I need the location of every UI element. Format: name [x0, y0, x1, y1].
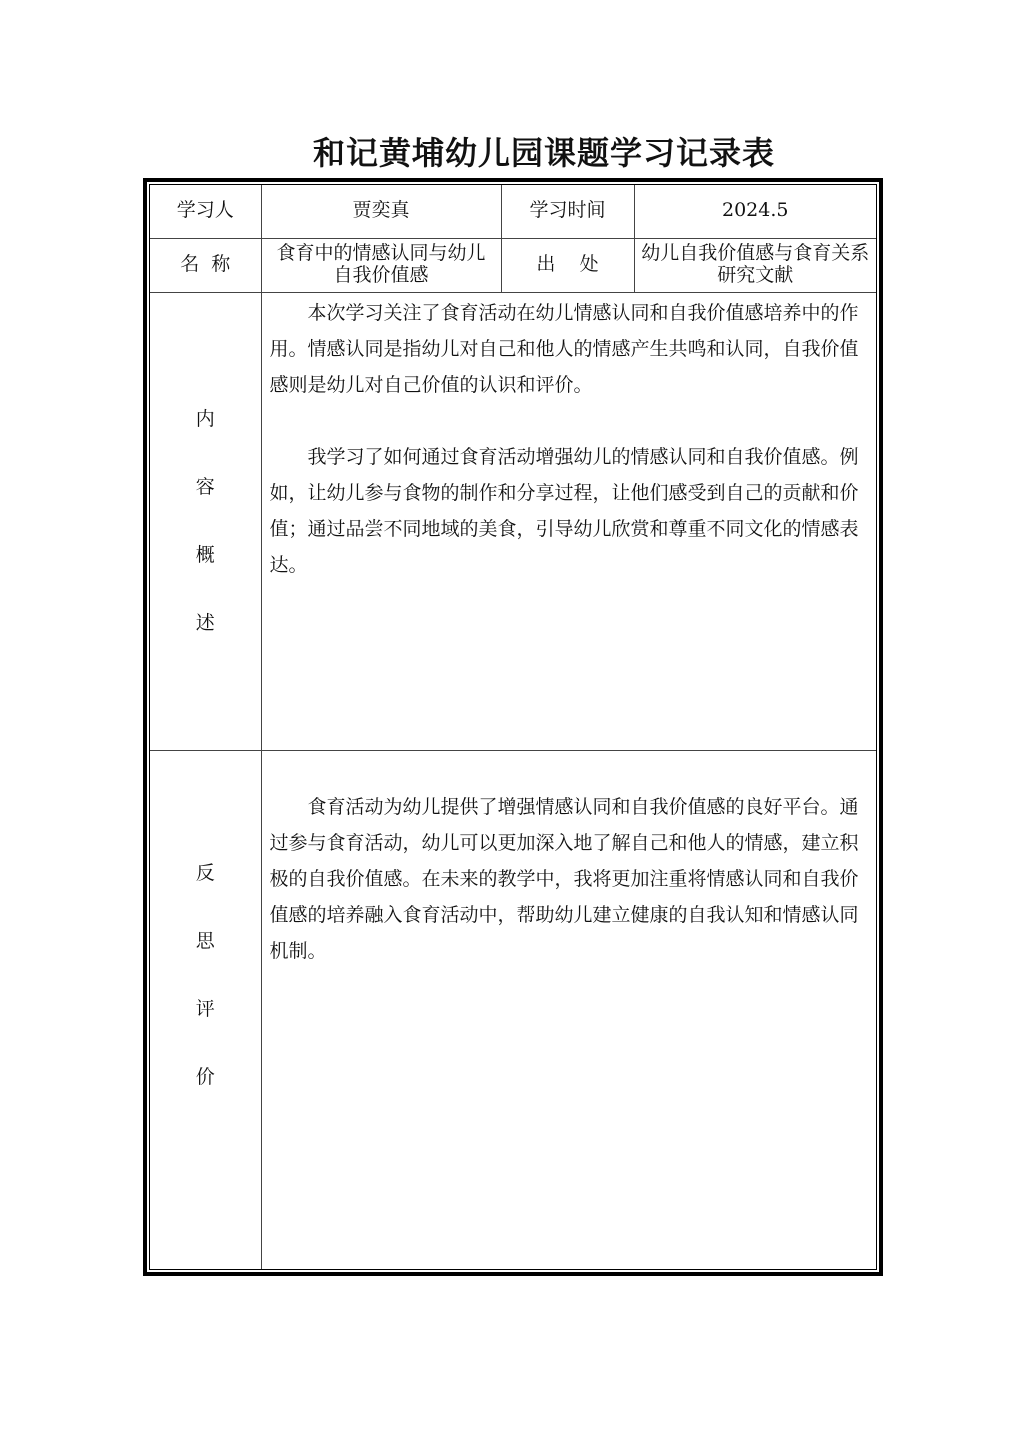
name-label: 名 称	[150, 238, 261, 292]
record-table	[150, 185, 876, 1269]
header-row	[150, 185, 876, 238]
reflection-label-char: 评	[195, 997, 215, 1020]
learner-label: 学习人	[150, 185, 261, 238]
summary-label-char: 概	[195, 544, 215, 566]
name-row	[150, 238, 876, 292]
summary-label-char: 述	[195, 612, 215, 634]
learner-value: 贾奕真	[261, 185, 501, 238]
name-value: 食育中的情感认同与幼儿自我价值感	[261, 238, 501, 292]
source-label: 出 处	[501, 238, 634, 292]
study-time-value: 2024.5	[634, 185, 876, 238]
reflection-label-char: 反	[195, 861, 215, 884]
page-title: 和记黄埔幼儿园课题学习记录表	[312, 134, 775, 172]
summary-label-char: 内	[195, 408, 215, 430]
reflection-label	[150, 750, 261, 1269]
summary-label	[150, 292, 261, 750]
reflection-paragraph: 食育活动为幼儿提供了增强情感认同和自我价值感的良好平台。通过参与食育活动，幼儿可以更加深入地了解自己和他人的情感，建立积极的自我价值感。在未来的教学中，我将更加注重将情感认同和自我价值感的培养融入食育活动中，帮助幼儿建立健康的自我认知和情感认同机制。	[269, 795, 859, 962]
summary-content	[261, 292, 876, 750]
reflection-label-char: 思	[195, 929, 215, 952]
reflection-content	[261, 750, 876, 1269]
record-table-frame	[143, 178, 883, 1276]
summary-row	[150, 292, 876, 750]
summary-paragraph: 本次学习关注了食育活动在幼儿情感认同和自我价值感培养中的作用。情感认同是指幼儿对自己和他人的情感产生共鸣和认同，自我价值感则是幼儿对自己价值的认识和评价。	[269, 301, 859, 396]
summary-label-char: 容	[195, 476, 215, 498]
reflection-label-char: 价	[195, 1065, 215, 1088]
summary-paragraph: 我学习了如何通过食育活动增强幼儿的情感认同和自我价值感。例如，让幼儿参与食物的制作和分享过程，让他们感受到自己的贡献和价值；通过品尝不同地域的美食，引导幼儿欣赏和尊重不同文化的情感表达。	[269, 445, 859, 576]
source-value: 幼儿自我价值感与食育关系研究文献	[634, 238, 876, 292]
study-time-label: 学习时间	[501, 185, 634, 238]
reflection-row	[150, 750, 876, 1269]
